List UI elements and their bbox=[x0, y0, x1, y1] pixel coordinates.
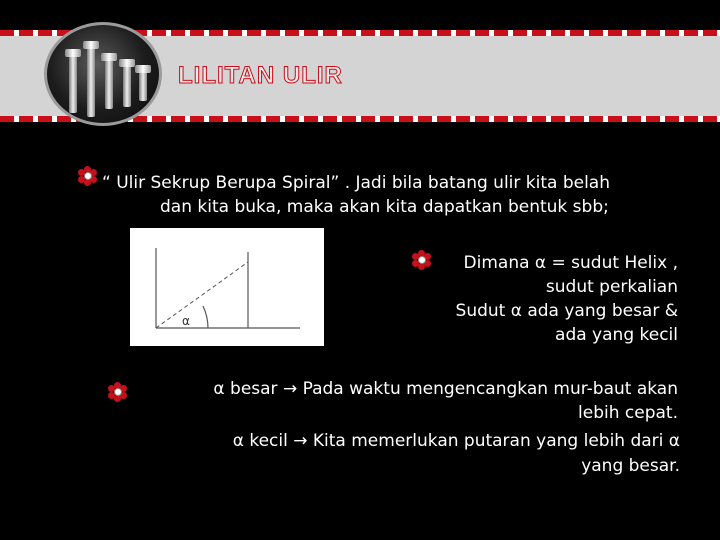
flower-bullet-icon bbox=[78, 166, 98, 186]
bolt-head-shape bbox=[65, 49, 81, 57]
bolt-head-shape bbox=[101, 53, 117, 61]
bullet-2-line-2: sudut perkalian bbox=[545, 277, 678, 297]
bolt-shape bbox=[87, 47, 95, 117]
bullet-3-line-1: α besar → Pada waktu mengencangkan mur-baut akan bbox=[213, 379, 678, 399]
angle-arc bbox=[203, 306, 208, 328]
bolt-head-shape bbox=[83, 41, 99, 49]
bolt-head-shape bbox=[135, 65, 151, 73]
angle-label: α bbox=[182, 314, 190, 328]
bolt-shape bbox=[105, 59, 113, 109]
bullet-2-line-3: Sudut α ada yang besar & bbox=[455, 301, 678, 321]
bolt-head-shape bbox=[119, 59, 135, 67]
bolt-shape bbox=[123, 65, 131, 107]
slide-title: LILITAN ULIR bbox=[178, 62, 343, 89]
bullet-3-line-4: yang besar. bbox=[581, 456, 680, 476]
helix-angle-diagram bbox=[130, 228, 324, 346]
bullet-2-line-1: Dimana α = sudut Helix , bbox=[463, 253, 678, 273]
bolt-shape bbox=[69, 55, 77, 113]
helix-diagonal-line bbox=[156, 262, 248, 328]
bullet-3-line-3: α kecil → Kita memerlukan putaran yang lebih dari α bbox=[232, 431, 680, 451]
bullet-1-line-2: dan kita buka, maka akan kita dapatkan bentuk sbb; bbox=[160, 197, 609, 217]
bullet-1-line-1: “ Ulir Sekrup Berupa Spiral” . Jadi bila batang ulir kita belah bbox=[102, 173, 610, 193]
bolt-shape bbox=[139, 71, 147, 101]
bullet-2-line-4: ada yang kecil bbox=[555, 325, 678, 345]
bullet-3-line-2: lebih cepat. bbox=[578, 403, 678, 423]
bolts-logo bbox=[44, 22, 162, 126]
helix-angle-svg bbox=[130, 228, 324, 346]
